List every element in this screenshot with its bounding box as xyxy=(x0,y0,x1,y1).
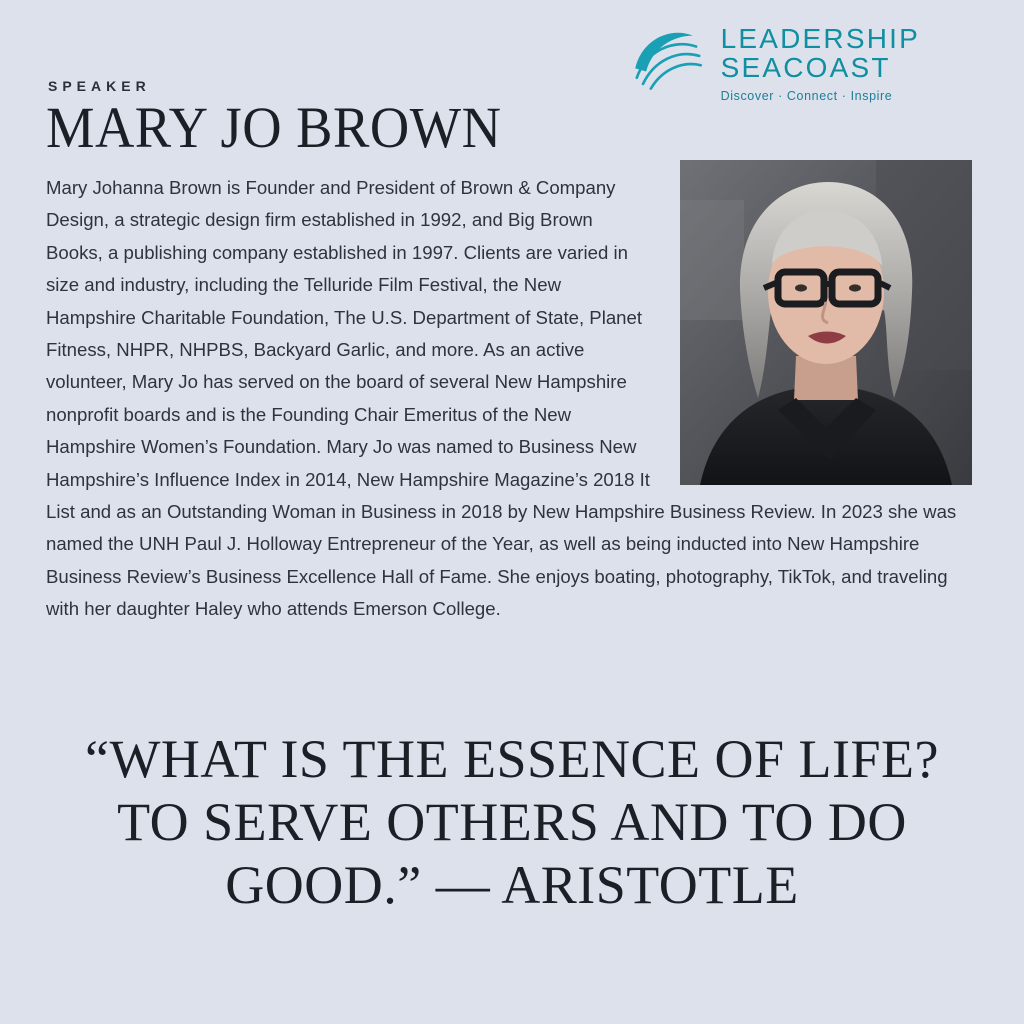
brand-line-2: SEACOAST xyxy=(720,52,891,84)
brand-wordmark xyxy=(721,20,920,103)
speaker-bio xyxy=(46,172,971,626)
portrait-text-wrap-spacer xyxy=(651,172,971,490)
speaker-bio-text: Mary Johanna Brown is Founder and President of Brown & Company Design, a strategic design firm established in 1992, and Big Brown Books, a publishing company established in 1997. Clients are varied in size and industry, including the Telluride Film Festival, the New Hampshire Charitable Foundation, The U.S. Department of State, Planet Fitness, NHPR, NHPBS, Backyard Garlic, and more. As an active volunteer, Mary Jo has served on the board of several New Hampshire nonprofit boards and is the Founding Chair Emeritus of the New Hampshire Women’s Foundation. Mary Jo was named to Business New Hampshire’s Influence Index in 2014, New Hampshire Magazine’s 2018 It List and as an Outstanding Woman in Business in 2018 by New Hampshire Business Review. In 2023 she was named the UNH Paul J. Holloway Entrepreneur of the Year, as well as being inducted into New Hampshire Business Review’s Business Excellence Hall of Fame. She enjoys boating, photography, TikTok, and traveling with her daughter Haley who attends Emerson College. xyxy=(46,177,957,620)
page-title: MARY JO BROWN xyxy=(46,95,502,160)
wave-swoosh-icon xyxy=(629,20,707,98)
brand-tagline: Discover · Connect · Inspire xyxy=(720,88,893,103)
pull-quote: “WHAT IS THE ESSENCE OF LIFE? TO SERVE OTHERS AND TO DO GOOD.” — ARISTOTLE xyxy=(85,729,939,915)
speaker-kicker: SPEAKER xyxy=(48,78,151,94)
brand-line-1: LEADERSHIP xyxy=(720,23,920,54)
brand-logo xyxy=(629,20,920,103)
